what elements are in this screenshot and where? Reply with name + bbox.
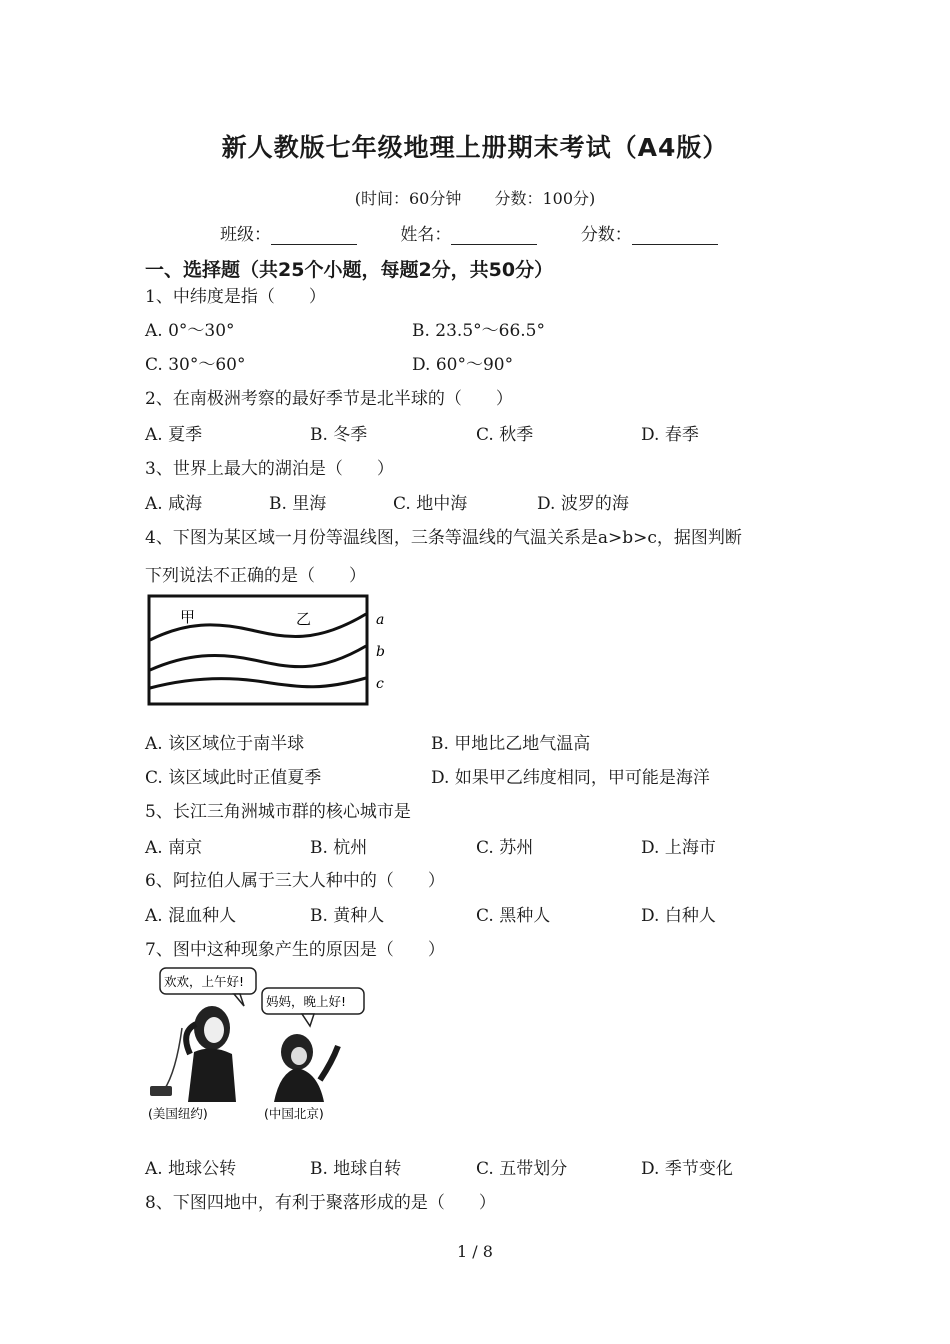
- q7-option-c[interactable]: C. 五带划分: [476, 1159, 568, 1179]
- timezone-cartoon: [142, 962, 372, 1132]
- question-2: 2、在南极洲考察的最好季节是北半球的（ ）: [145, 389, 513, 409]
- q6-option-d[interactable]: D. 白种人: [641, 906, 716, 926]
- exam-info: [0, 186, 950, 209]
- q1-option-a[interactable]: A. 0°～30°: [145, 321, 235, 341]
- student-fields: [220, 220, 756, 245]
- caption-newyork: (美国纽约): [148, 1106, 208, 1121]
- child-figure: [274, 1034, 338, 1102]
- exam-score: 分数：100分): [494, 189, 596, 208]
- class-field: [220, 220, 357, 245]
- isotherm-figure: [146, 592, 396, 710]
- question-3: 3、世界上最大的湖泊是（ ）: [145, 459, 394, 479]
- q2-option-b[interactable]: B. 冬季: [310, 425, 368, 445]
- class-blank[interactable]: [271, 226, 357, 245]
- q3-option-a[interactable]: A. 咸海: [145, 494, 203, 514]
- label-a: a: [376, 612, 385, 628]
- q3-option-b[interactable]: B. 里海: [269, 494, 327, 514]
- q1-option-c[interactable]: C. 30°～60°: [145, 355, 246, 375]
- q6-option-c[interactable]: C. 黑种人: [476, 906, 551, 926]
- exam-time: (时间：60分钟: [354, 189, 462, 208]
- score-label: 分数：: [580, 225, 632, 245]
- page-title: 新人教版七年级地理上册期末考试（A4版）: [221, 133, 729, 162]
- label-c: c: [376, 676, 384, 692]
- q5-option-b[interactable]: B. 杭州: [310, 838, 368, 858]
- bubble-2-text: 妈妈，晚上好!: [266, 994, 347, 1009]
- bubble-2-tail: [302, 1014, 314, 1026]
- label-b: b: [376, 644, 385, 660]
- question-8: 8、下图四地中，有利于聚落形成的是（ ）: [145, 1193, 496, 1213]
- q6-option-a[interactable]: A. 混血种人: [145, 906, 237, 926]
- q5-option-a[interactable]: A. 南京: [145, 838, 203, 858]
- name-blank[interactable]: [451, 226, 537, 245]
- q1-option-b[interactable]: B. 23.5°～66.5°: [412, 321, 546, 341]
- q7-option-b[interactable]: B. 地球自转: [310, 1159, 402, 1179]
- question-4-line1: 4、下图为某区域一月份等温线图，三条等温线的气温关系是a>b>c，据图判断: [145, 528, 742, 548]
- question-5: 5、长江三角洲城市群的核心城市是: [145, 802, 411, 822]
- q2-option-d[interactable]: D. 春季: [641, 425, 699, 445]
- question-4-line2: 下列说法不正确的是（ ）: [145, 566, 366, 586]
- q3-option-d[interactable]: D. 波罗的海: [537, 494, 629, 514]
- caption-beijing: (中国北京): [264, 1106, 324, 1121]
- label-yi: 乙: [296, 610, 312, 628]
- class-label: 班级：: [220, 225, 271, 245]
- q4-option-a[interactable]: A. 该区域位于南半球: [145, 734, 305, 754]
- q5-option-c[interactable]: C. 苏州: [476, 838, 534, 858]
- question-6: 6、阿拉伯人属于三大人种中的（ ）: [145, 871, 445, 891]
- q7-option-d[interactable]: D. 季节变化: [641, 1159, 733, 1179]
- question-1: 1、中纬度是指（ ）: [145, 287, 326, 307]
- score-blank[interactable]: [632, 226, 718, 245]
- section-heading: 一、选择题（共25个小题，每题2分，共50分）: [145, 259, 554, 281]
- q5-option-d[interactable]: D. 上海市: [641, 838, 716, 858]
- q4-option-b[interactable]: B. 甲地比乙地气温高: [431, 734, 591, 754]
- q7-option-a[interactable]: A. 地球公转: [145, 1159, 237, 1179]
- bubble-1-text: 欢欢，上午好!: [164, 974, 245, 989]
- label-jia: 甲: [180, 608, 196, 626]
- score-field: [581, 220, 718, 245]
- q2-option-c[interactable]: C. 秋季: [476, 425, 534, 445]
- q2-option-a[interactable]: A. 夏季: [145, 425, 203, 445]
- q3-option-c[interactable]: C. 地中海: [393, 494, 468, 514]
- page-number: 1 / 8: [457, 1242, 493, 1261]
- name-label: 姓名：: [400, 225, 452, 245]
- q4-option-d[interactable]: D. 如果甲乙纬度相同，甲可能是海洋: [431, 768, 710, 788]
- question-7: 7、图中这种现象产生的原因是（ ）: [145, 940, 445, 960]
- q6-option-b[interactable]: B. 黄种人: [310, 906, 385, 926]
- woman-figure: [150, 1006, 236, 1102]
- name-field: [400, 220, 537, 245]
- q1-option-d[interactable]: D. 60°～90°: [412, 355, 514, 375]
- bubble-1-tail: [234, 994, 244, 1006]
- q4-option-c[interactable]: C. 该区域此时正值夏季: [145, 768, 322, 788]
